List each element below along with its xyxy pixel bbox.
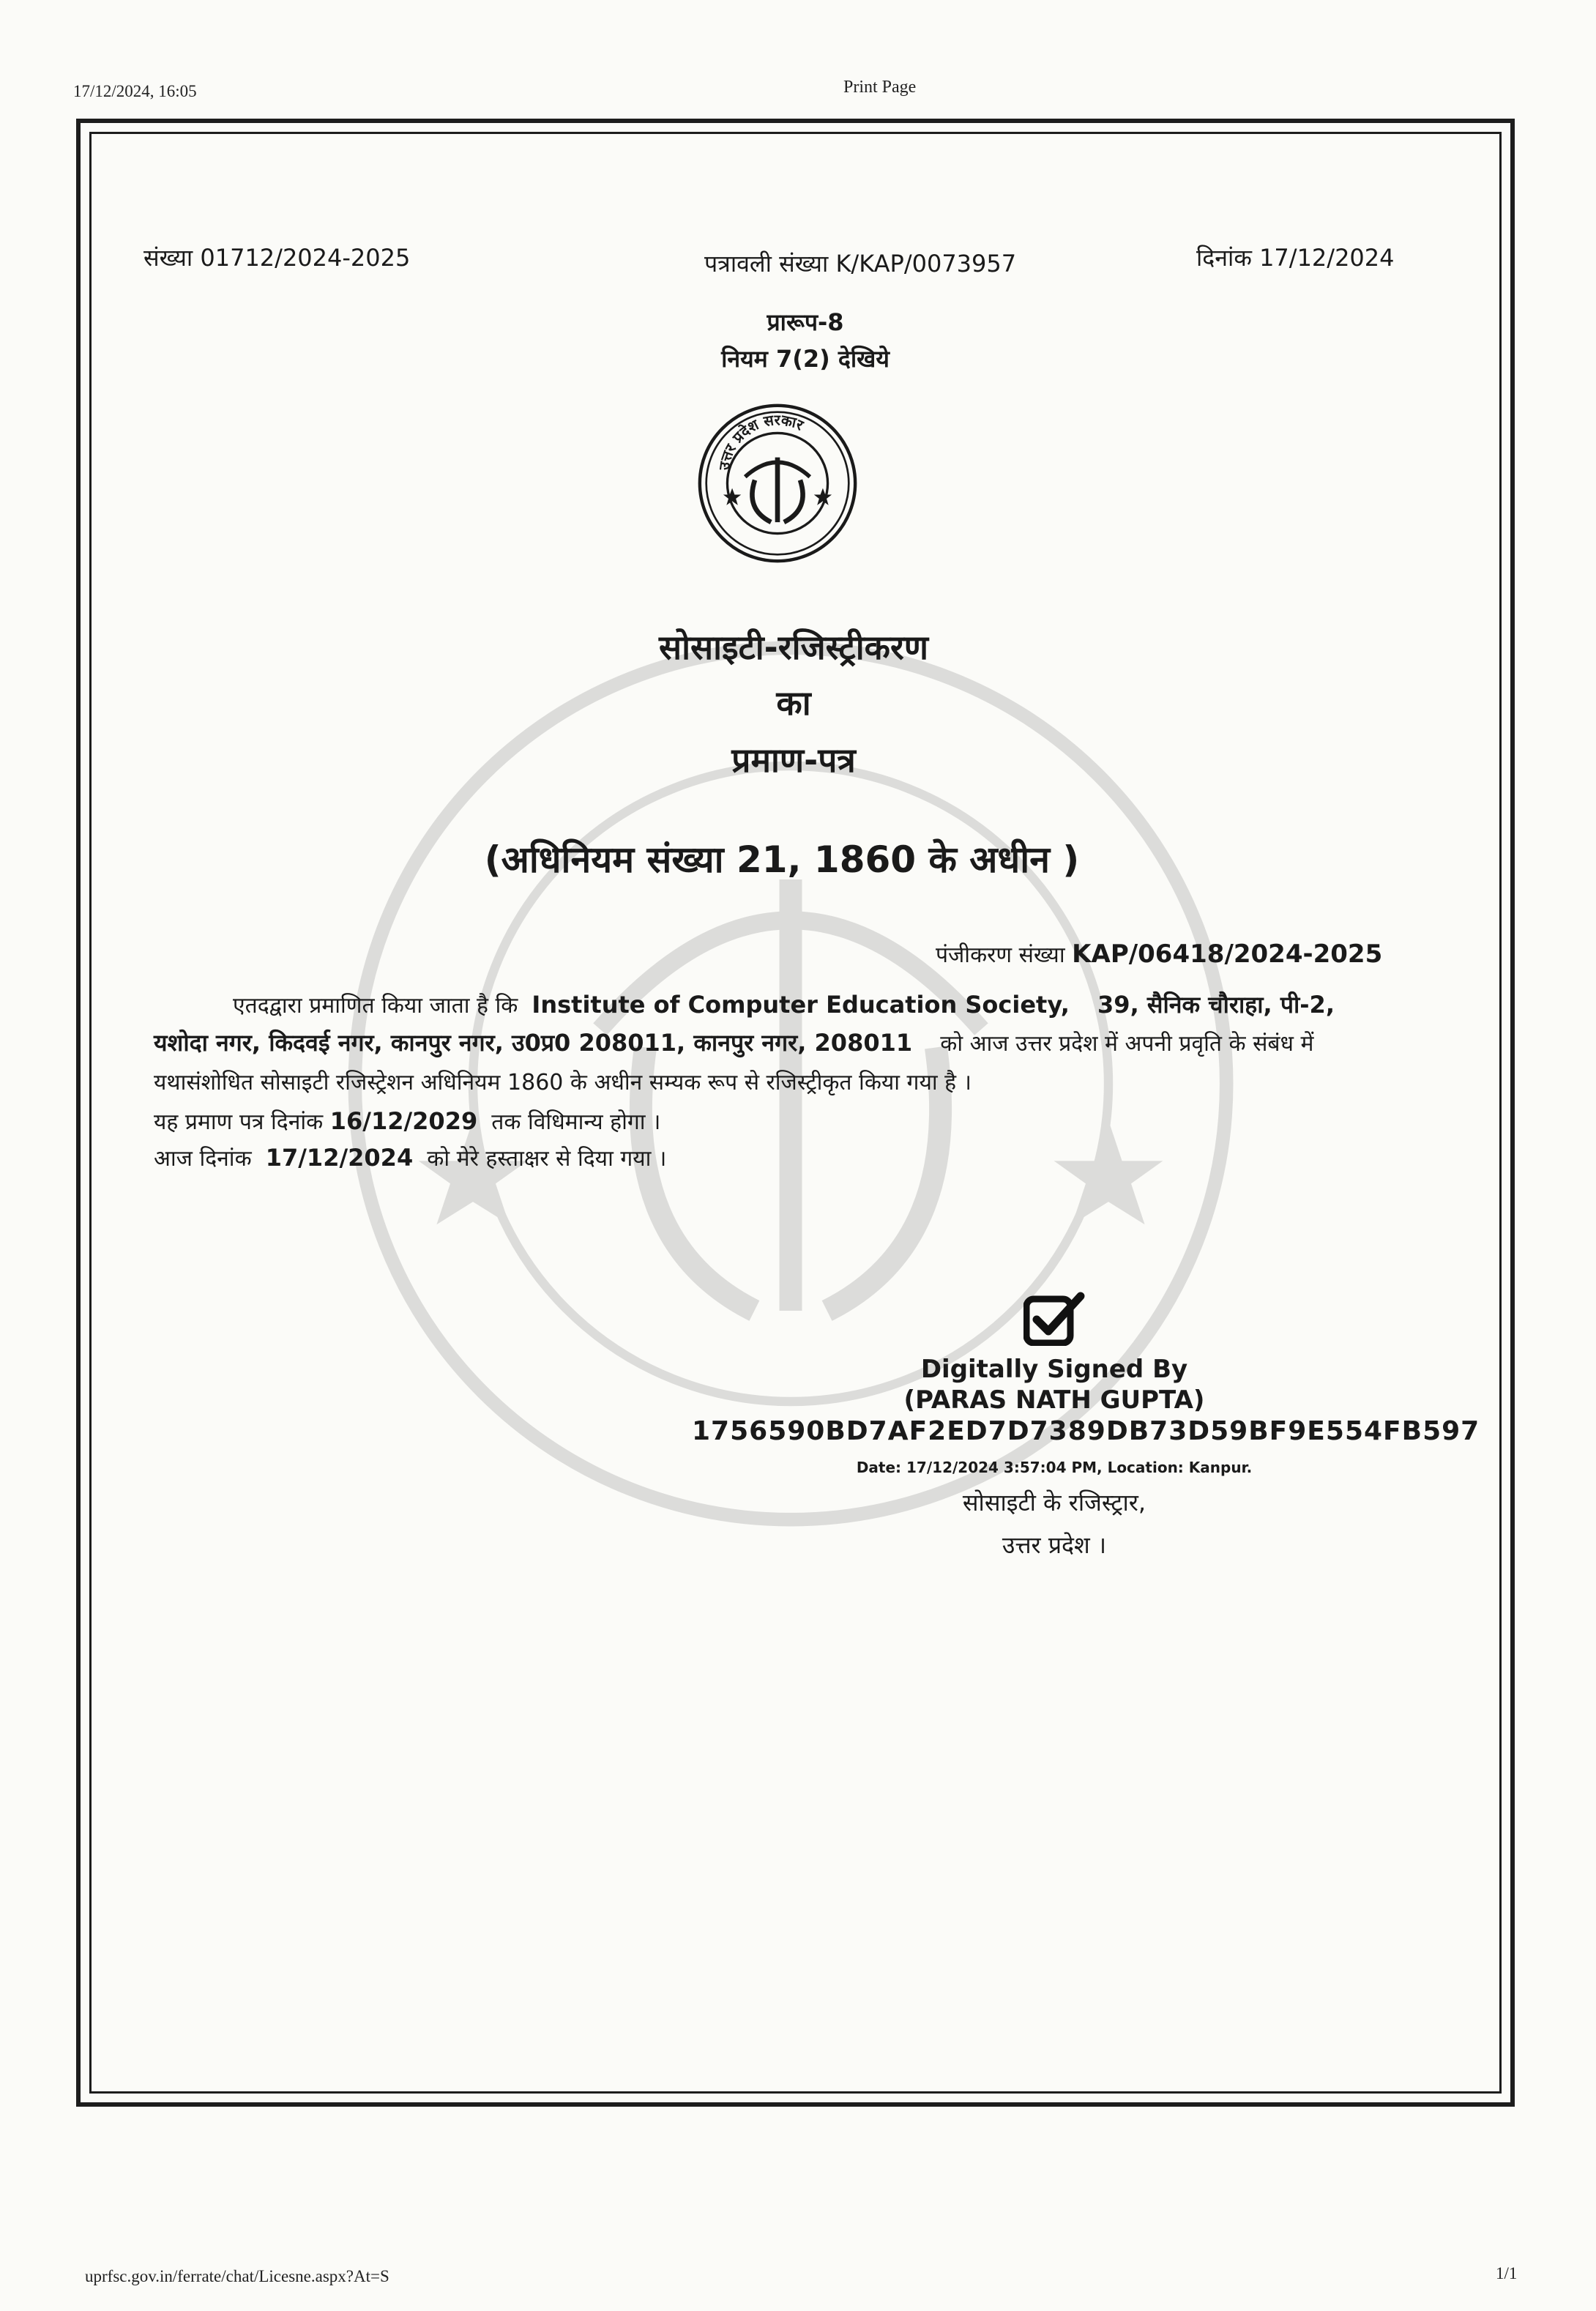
- print-footer-page: 1/1: [1496, 2264, 1518, 2282]
- society-address-a: 39, सैनिक चौराहा, पी-2,: [1097, 991, 1335, 1019]
- registration-clause: को आज उत्तर प्रदेश में अपनी प्रवृति के संबंध में: [940, 1031, 1314, 1057]
- signature-hash: 1756590BD7AF2ED7D7389DB73D59BF9E554FB597: [692, 1416, 1480, 1446]
- certificate-body-line-2: [154, 1027, 1313, 1058]
- reference-number: संख्या 01712/2024-2025: [143, 244, 411, 272]
- file-number: पत्रावली संख्या K/KAP/0073957: [704, 250, 1017, 278]
- certificate-body-line-1: [233, 989, 1335, 1020]
- registration-number-line: [936, 939, 1382, 969]
- society-address-b: यशोदा नगर, किदवई नगर, कानपुर नगर, उ0प्र0 208011, कानपुर नगर, 208011: [154, 1029, 913, 1057]
- up-government-emblem-icon: [696, 399, 859, 567]
- valid-until-date: 16/12/2029: [329, 1107, 478, 1135]
- act-reference: (अधिनियम संख्या 21, 1860 के अधीन ): [484, 838, 1080, 881]
- digital-signature-check-icon: [1023, 1290, 1085, 1346]
- certificate-title-line-3: प्रमाण-पत्र: [731, 740, 856, 780]
- print-datetime: 17/12/2024, 16:05: [73, 82, 197, 100]
- certificate-body-line-3: यथासंशोधित सोसाइटी रजिस्ट्रेशन अधिनियम 1860 के अधीन सम्यक रूप से रजिस्ट्रीकृत किया गया है ।: [154, 1070, 972, 1095]
- signatory-name: (PARAS NATH GUPTA): [903, 1385, 1205, 1415]
- registrar-designation: सोसाइटी के रजिस्ट्रार,: [962, 1489, 1146, 1517]
- validity-prefix: यह प्रमाण पत्र दिनांक: [154, 1109, 324, 1135]
- validity-line: [154, 1106, 660, 1136]
- form-number: प्रारूप-8: [767, 308, 844, 336]
- issue-line: [154, 1142, 666, 1172]
- issue-prefix: आज दिनांक: [154, 1146, 252, 1172]
- certify-prefix: एतदद्वारा प्रमाणित किया जाता है कि: [233, 993, 518, 1019]
- digitally-signed-label: Digitally Signed By: [920, 1355, 1188, 1384]
- validity-suffix: तक विधिमान्य होगा ।: [491, 1109, 661, 1135]
- registration-number: KAP/06418/2024-2025: [1072, 939, 1383, 969]
- issue-date: 17/12/2024: [265, 1144, 414, 1172]
- issue-date-header: दिनांक 17/12/2024: [1196, 244, 1395, 272]
- certificate-title-line-2: का: [776, 683, 811, 723]
- print-footer-url: uprfsc.gov.in/ferrate/chat/Licesne.aspx?At=S: [85, 2267, 389, 2285]
- print-page-title: Print Page: [843, 78, 917, 97]
- rule-reference: नियम 7(2) देखिये: [721, 345, 890, 373]
- certificate-title-line-1: सोसाइटी-रजिस्ट्रीकरण: [658, 628, 929, 667]
- issue-suffix: को मेरे हस्ताक्षर से दिया गया ।: [427, 1146, 667, 1172]
- registration-label: पंजीकरण संख्या: [936, 942, 1065, 968]
- svg-text:उत्तर प्रदेश सरकार: उत्तर प्रदेश सरकार: [715, 412, 806, 472]
- society-name: Institute of Computer Education Society,: [532, 991, 1070, 1019]
- registrar-state: उत्तर प्रदेश ।: [1002, 1531, 1107, 1559]
- signature-date-location: Date: 17/12/2024 3:57:04 PM, Location: Kanpur.: [856, 1459, 1253, 1476]
